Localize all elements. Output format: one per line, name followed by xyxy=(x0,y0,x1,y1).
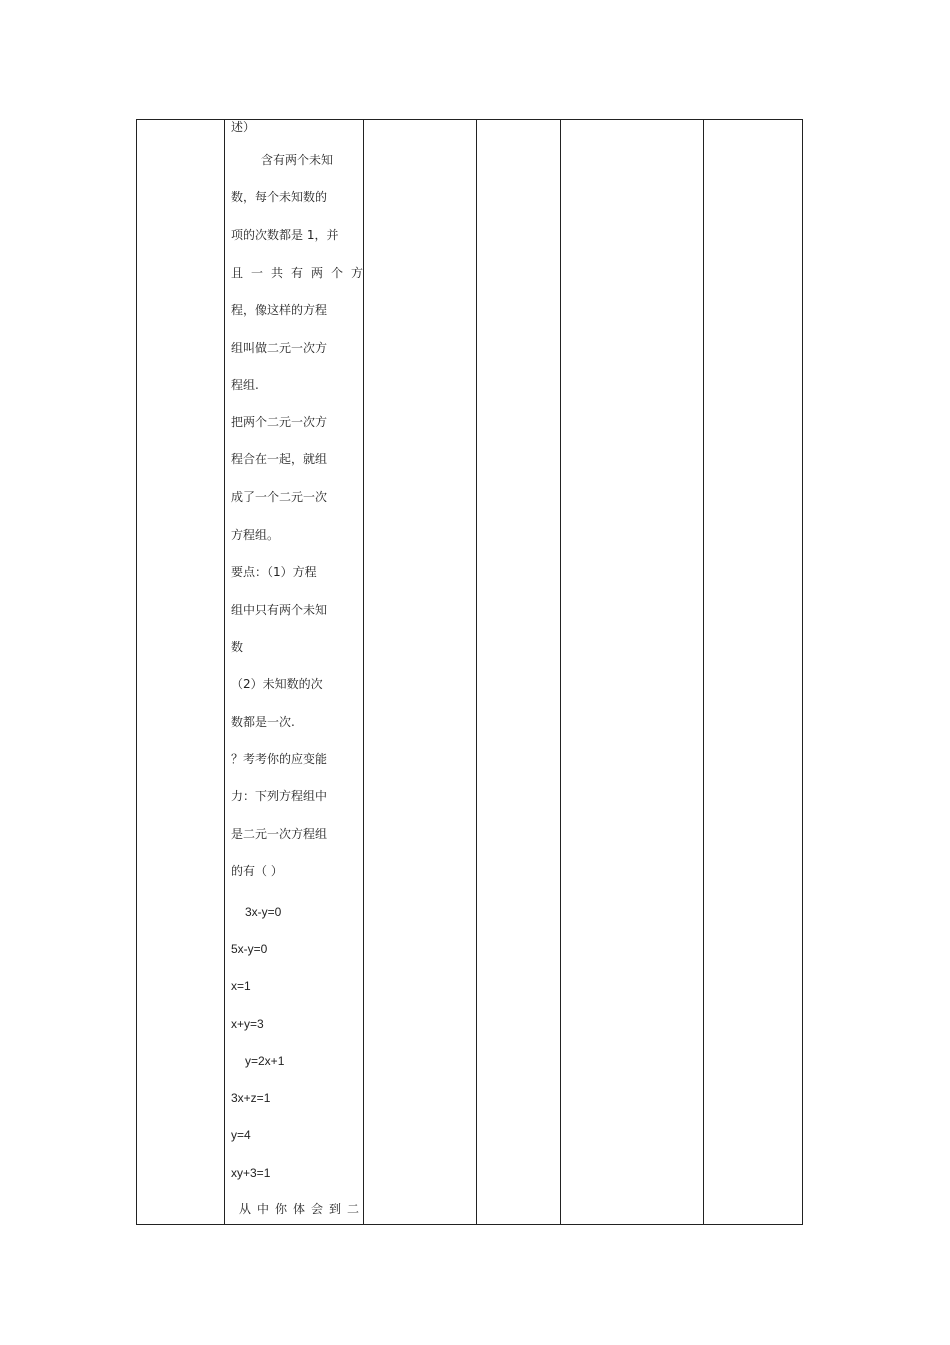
text-line: 的有（ ） xyxy=(231,864,283,878)
text-line: 把两个二元一次方 xyxy=(231,415,328,429)
text-line: 数都是一次. xyxy=(231,715,295,729)
column-divider xyxy=(476,120,477,1224)
lesson-table xyxy=(136,119,803,1225)
text-line: 程合在一起，就组 xyxy=(231,452,328,466)
equation-line: y=2x+1 xyxy=(245,1054,285,1068)
text-line: （2）未知数的次 xyxy=(231,677,323,691)
text-line: 成了一个二元一次 xyxy=(231,490,328,504)
text-line: 方程组。 xyxy=(231,528,280,542)
text-line: 程组. xyxy=(231,378,259,392)
text-line: 从中你体会到二 xyxy=(239,1202,366,1216)
text-line: 数，每个未知数的 xyxy=(231,190,328,204)
text-line: 力：下列方程组中 xyxy=(231,789,328,803)
text-line: 组中只有两个未知 xyxy=(231,603,328,617)
text-line: 含有两个未知 xyxy=(261,153,334,167)
equation-line: xy+3=1 xyxy=(231,1166,271,1180)
equation-line: 3x-y=0 xyxy=(245,905,282,919)
equation-line: x+y=3 xyxy=(231,1017,264,1031)
text-line: 数 xyxy=(231,640,244,654)
text-line: 项的次数都是 1，并 xyxy=(231,228,339,242)
column-divider xyxy=(560,120,561,1224)
text-line: 组叫做二元一次方 xyxy=(231,341,328,355)
text-line: 要点：（1）方程 xyxy=(231,565,317,579)
equation-line: 3x+z=1 xyxy=(231,1091,271,1105)
text-line: 述） xyxy=(231,120,256,134)
equation-line: 5x-y=0 xyxy=(231,942,268,956)
text-line: 程，像这样的方程 xyxy=(231,303,328,317)
column-divider xyxy=(703,120,704,1224)
text-line: ？考考你的应变能 xyxy=(231,752,328,766)
equation-line: x=1 xyxy=(231,979,251,993)
equation-line: y=4 xyxy=(231,1128,251,1142)
teaching-content-cell xyxy=(225,120,372,1224)
column-divider xyxy=(363,120,364,1224)
text-line: 且一共有两个方 xyxy=(231,266,372,280)
text-line: 是二元一次方程组 xyxy=(231,827,328,841)
